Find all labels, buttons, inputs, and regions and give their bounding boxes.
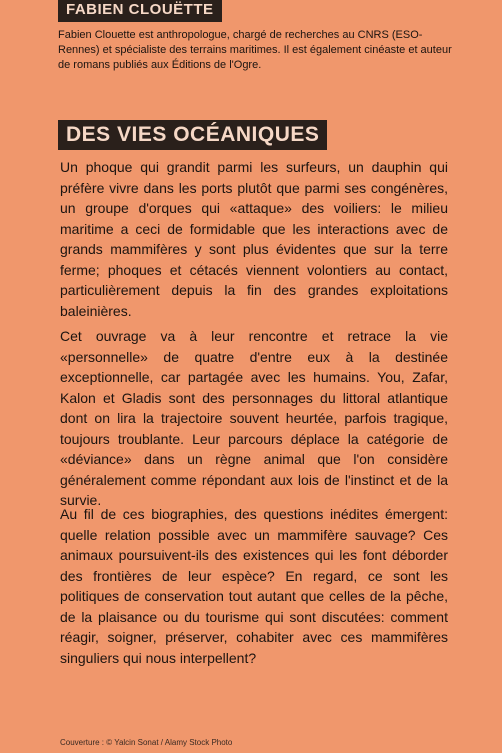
summary-paragraph-2: Cet ouvrage va à leur rencontre et retrace la vie «personnelle» de quatre d'entre eux à la destinée exceptionnelle, car partagée avec les humains. You, Zafar, Kalon et Gladis sont des personnages du littoral atlantique dont on lira la trajectoire souvent heurtée, parfois tragique, toujours troublante. Leur parcours déplace la catégorie de «déviance» dans un règne animal que l'on considère généralement comme répondant aux lois de l'instinct et de la survie. xyxy=(60,328,448,508)
author-bio: Fabien Clouette est anthropologue, chargé de recherches au CNRS (ESO-Rennes) et spécialiste des terrains maritimes. Il est également cinéaste et auteur de romans publiés aux Éditions de l'Ogre. xyxy=(58,29,452,71)
book-title-label: DES VIES OCÉANIQUES xyxy=(58,120,327,150)
cover-photo-credit: Couverture : © Yalcin Sonat / Alamy Stock Photo xyxy=(60,738,233,747)
summary-paragraph-3: Au fil de ces biographies, des questions inédites émergent: quelle relation possible avec un mammifère sauvage? Ces animaux poursuivent-ils des existences qui les font déborder des frontières de leur espèce? En regard, ce sont les politiques de conservation tout autant que celles de la pêche, de la plaisance ou du tourisme qui sont discutées: comment réagir, soigner, préserver, cohabiter avec ces mammifères singuliers qui nous interpellent? xyxy=(60,506,448,666)
summary-paragraph-1: Un phoque qui grandit parmi les surfeurs, un dauphin qui préfère vivre dans les ports plutôt que parmi ses congénères, un groupe d'orques qui «attaque» des voiliers: le milieu maritime a ceci de formidable que les interactions avec de grands mammifères y sont plus évidentes que sur la terre ferme; phoques et cétacés viennent volontiers au contact, particulièrement depuis la fin des grandes exploitations baleinières. xyxy=(60,159,448,319)
author-name-label: FABIEN CLOUËTTE xyxy=(58,0,222,22)
